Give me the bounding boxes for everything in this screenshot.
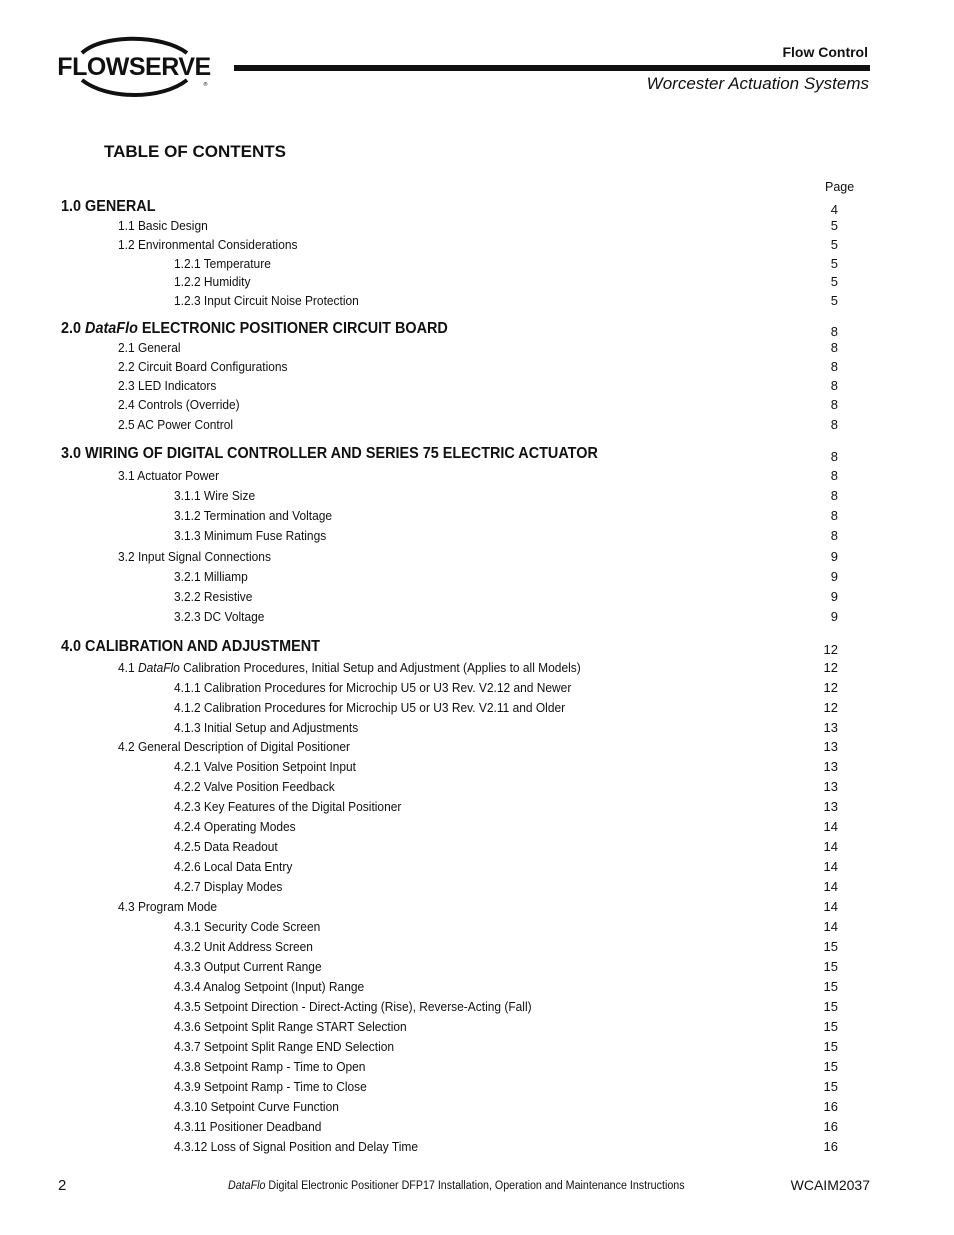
toc-entry-title: 4.2.2 Valve Position Feedback: [174, 779, 335, 794]
toc-entry-title: 4.3.4 Analog Setpoint (Input) Range: [174, 979, 365, 994]
division-label: Flow Control: [782, 44, 868, 60]
toc-entry-title: 2.1 General: [118, 340, 181, 355]
toc-entry-page: 5: [830, 218, 838, 233]
toc-entry-page: 12: [823, 642, 838, 657]
toc-entry-page: 9: [830, 569, 838, 584]
toc-entry-title: 2.2 Circuit Board Configurations: [118, 359, 288, 374]
toc-entry-page: 9: [830, 609, 838, 624]
toc-entry-title: 4.3.5 Setpoint Direction - Direct-Acting (Rise), Reverse-Acting (Fall): [174, 999, 532, 1014]
toc-entry-title: 4.3.1 Security Code Screen: [174, 919, 321, 934]
toc-entry-title: 4.3.6 Setpoint Split Range START Selection: [174, 1019, 407, 1034]
toc-entry-title: 4.2.1 Valve Position Setpoint Input: [174, 759, 356, 774]
toc-entry-title: 3.1.2 Termination and Voltage: [174, 508, 333, 523]
toc-entry-title: 4.3.2 Unit Address Screen: [174, 939, 313, 954]
toc-entry-page: 15: [823, 939, 838, 954]
toc-entry-title: 3.2.1 Milliamp: [174, 569, 248, 584]
toc-entry-page: 8: [830, 378, 838, 393]
toc-entry-title: 4.2.3 Key Features of the Digital Positioner: [174, 799, 402, 814]
toc-entry-title: 4.2 General Description of Digital Positioner: [118, 739, 351, 754]
toc-entry-title: 2.0 DataFlo ELECTRONIC POSITIONER CIRCUIT BOARD: [61, 320, 448, 337]
toc-section-heading: [0, 320, 954, 340]
toc-entry-page: 14: [823, 819, 838, 834]
toc-entry-page: 8: [830, 324, 838, 339]
toc-entry-title: 4.2.7 Display Modes: [174, 879, 283, 894]
toc-entry-title: 4.3.11 Positioner Deadband: [174, 1119, 322, 1134]
toc-entry: [0, 468, 954, 488]
toc-entry-page: 8: [830, 488, 838, 503]
toc-entry: [0, 1139, 954, 1159]
toc-entry: [0, 218, 954, 238]
toc-entry-page: 16: [823, 1099, 838, 1114]
toc-entry: [0, 1079, 954, 1099]
toc-entry: [0, 959, 954, 979]
toc-entry-title: 4.1.3 Initial Setup and Adjustments: [174, 720, 359, 735]
toc-entry-page: 8: [830, 340, 838, 355]
toc-entry-page: 15: [823, 1019, 838, 1034]
toc-entry-page: 4: [830, 202, 838, 217]
toc-entry-title: 4.2.4 Operating Modes: [174, 819, 296, 834]
toc-entry-page: 14: [823, 919, 838, 934]
toc-entry-title: 4.1.2 Calibration Procedures for Microchip U5 or U3 Rev. V2.11 and Older: [174, 700, 566, 715]
toc-entry-title: 1.2.1 Temperature: [174, 256, 271, 271]
toc-entry: [0, 799, 954, 819]
toc-entry-title: 3.1.3 Minimum Fuse Ratings: [174, 528, 327, 543]
toc-entry: [0, 680, 954, 700]
toc-entry-page: 15: [823, 979, 838, 994]
toc-entry-title: 4.1 DataFlo Calibration Procedures, Initial Setup and Adjustment (Applies to all Models): [118, 660, 581, 675]
toc-entry: [0, 859, 954, 879]
toc-entry: [0, 609, 954, 629]
toc-entry: [0, 919, 954, 939]
toc-entry-page: 14: [823, 899, 838, 914]
toc-entry: [0, 378, 954, 398]
toc-entry-title: 3.1 Actuator Power: [118, 468, 220, 483]
toc-entry-title: 3.2.3 DC Voltage: [174, 609, 265, 624]
toc-entry-page: 8: [830, 468, 838, 483]
toc-entry-title: 1.2 Environmental Considerations: [118, 237, 298, 252]
toc-section-heading: [0, 445, 954, 465]
toc-entry-page: 13: [823, 799, 838, 814]
toc-entry-page: 5: [830, 274, 838, 289]
toc-section-heading: [0, 198, 954, 218]
toc-entry-page: 14: [823, 839, 838, 854]
toc-entry-title: 4.1.1 Calibration Procedures for Microchip U5 or U3 Rev. V2.12 and Newer: [174, 680, 572, 695]
toc-entry-title: 3.2 Input Signal Connections: [118, 549, 271, 564]
toc-entry-page: 13: [823, 779, 838, 794]
toc-entry-page: 13: [823, 739, 838, 754]
toc-entry-title: 4.2.5 Data Readout: [174, 839, 278, 854]
toc-entry: [0, 359, 954, 379]
toc-title: TABLE OF CONTENTS: [104, 142, 286, 161]
toc-entry: [0, 1039, 954, 1059]
toc-entry-page: 9: [830, 589, 838, 604]
toc-entry-title: 1.0 GENERAL: [61, 198, 156, 215]
toc-entry: [0, 256, 954, 276]
toc-entry-page: 14: [823, 879, 838, 894]
toc-entry-page: 12: [823, 680, 838, 695]
toc-entry-page: 16: [823, 1119, 838, 1134]
toc-entry-page: 5: [830, 256, 838, 271]
toc-entry-title: 3.2.2 Resistive: [174, 589, 253, 604]
toc-entry-title: 4.3.7 Setpoint Split Range END Selection: [174, 1039, 395, 1054]
toc-entry-page: 15: [823, 1079, 838, 1094]
toc-entry: [0, 700, 954, 720]
svg-text:®: ®: [203, 82, 208, 88]
toc-entry-page: 5: [830, 293, 838, 308]
toc-entry: [0, 549, 954, 569]
toc-entry-page: 8: [830, 449, 838, 464]
toc-entry: [0, 417, 954, 437]
toc-entry: [0, 660, 954, 680]
toc-entry-page: 12: [823, 660, 838, 675]
toc-entry: [0, 819, 954, 839]
toc-entry-page: 8: [830, 528, 838, 543]
toc-entry: [0, 739, 954, 759]
toc-entry: [0, 999, 954, 1019]
toc-entry: [0, 397, 954, 417]
toc-entry: [0, 293, 954, 313]
toc-entry-title: 3.0 WIRING OF DIGITAL CONTROLLER AND SERIES 75 ELECTRIC ACTUATOR: [61, 445, 598, 462]
toc-entry: [0, 1119, 954, 1139]
toc-entry: [0, 237, 954, 257]
header-subtitle: Worcester Actuation Systems: [646, 74, 869, 93]
toc-entry-title: 2.3 LED Indicators: [118, 378, 217, 393]
toc-entry: [0, 1019, 954, 1039]
toc-entry-title: 4.3.9 Setpoint Ramp - Time to Close: [174, 1079, 367, 1094]
toc-entry: [0, 488, 954, 508]
toc-entry-title: 4.2.6 Local Data Entry: [174, 859, 293, 874]
toc-entry: [0, 839, 954, 859]
page-number: 2: [58, 1177, 67, 1194]
toc-entry: [0, 1099, 954, 1119]
toc-entry-page: 5: [830, 237, 838, 252]
document-code: WCAIM2037: [790, 1177, 870, 1193]
toc-entry-title: 1.2.3 Input Circuit Noise Protection: [174, 293, 359, 308]
toc-entry-title: 2.4 Controls (Override): [118, 397, 240, 412]
toc-entry: [0, 569, 954, 589]
toc-entry-page: 8: [830, 397, 838, 412]
toc-entry: [0, 979, 954, 999]
toc-entry-title: 4.3 Program Mode: [118, 899, 218, 914]
toc-entry-page: 8: [830, 508, 838, 523]
toc-entry-title: 4.3.10 Setpoint Curve Function: [174, 1099, 339, 1114]
toc-entry-title: 1.2.2 Humidity: [174, 274, 251, 289]
toc-entry-page: 15: [823, 1059, 838, 1074]
toc-section-heading: [0, 638, 954, 658]
toc-entry-page: 8: [830, 417, 838, 432]
header-rule: [234, 65, 870, 71]
toc-entry-title: 4.3.8 Setpoint Ramp - Time to Open: [174, 1059, 366, 1074]
toc-entry-page: 15: [823, 999, 838, 1014]
toc-entry: [0, 899, 954, 919]
toc-entry: [0, 879, 954, 899]
toc-entry-page: 13: [823, 720, 838, 735]
toc-entry-page: 12: [823, 700, 838, 715]
toc-entry: [0, 720, 954, 740]
toc-entry-page: 14: [823, 859, 838, 874]
toc-entry: [0, 779, 954, 799]
toc-entry-title: 3.1.1 Wire Size: [174, 488, 256, 503]
toc-entry-page: 9: [830, 549, 838, 564]
toc-entry-page: 13: [823, 759, 838, 774]
toc-entry: [0, 939, 954, 959]
toc-entry: [0, 589, 954, 609]
toc-entry-page: 16: [823, 1139, 838, 1154]
flowserve-logo: [52, 36, 217, 100]
footer-title: DataFlo Digital Electronic Positioner DFP17 Installation, Operation and Maintenance Instructions: [228, 1180, 685, 1192]
toc-entry-title: 4.3.12 Loss of Signal Position and Delay Time: [174, 1139, 419, 1154]
toc-entry: [0, 508, 954, 528]
toc-entry-title: 4.0 CALIBRATION AND ADJUSTMENT: [61, 638, 320, 655]
toc-entry-page: 8: [830, 359, 838, 374]
toc-entry-title: 1.1 Basic Design: [118, 218, 208, 233]
toc-entry: [0, 759, 954, 779]
toc-entry: [0, 274, 954, 294]
toc-entry: [0, 340, 954, 360]
toc-entry-page: 15: [823, 1039, 838, 1054]
svg-text:FLOWSERVE: FLOWSERVE: [57, 53, 211, 81]
toc-entry: [0, 1059, 954, 1079]
toc-entry-title: 4.3.3 Output Current Range: [174, 959, 322, 974]
toc-entry: [0, 528, 954, 548]
page-column-label: Page: [825, 180, 855, 194]
toc-entry-page: 15: [823, 959, 838, 974]
toc-entry-title: 2.5 AC Power Control: [118, 417, 234, 432]
